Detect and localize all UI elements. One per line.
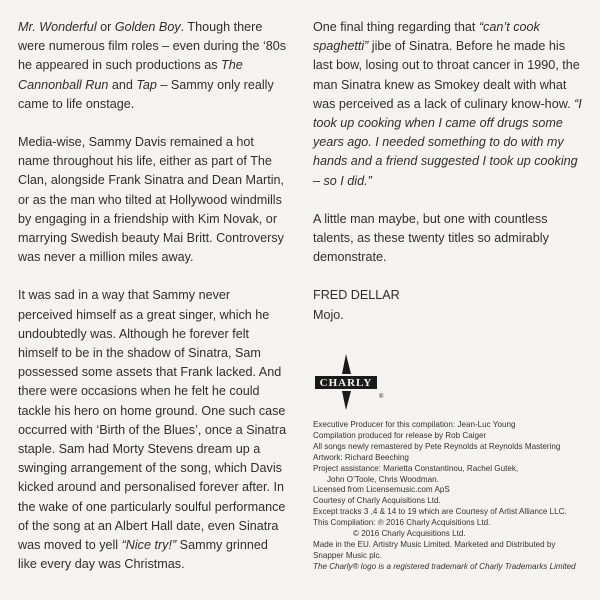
charly-logo: [313, 352, 393, 414]
text-fragment: It was sad in a way that Sammy never perceived himself as a great singer, which he undoubtedly was. Although he forever felt himself to be in the shadow of Sinatra, Sam possessed some assets that Frank lacked. And there were occasions when he felt he could tackle his hero on home ground. One such case occurred with ‘Birth of the Blues’, once a Sinatra staple. Sam had Morty Stevens dream up a swinging arrangement of the song, which Davis kicked around and personalised forever after. In the wake of one particularly soulful performance of the song at an Albert Hall date, even Sinatra was moved to yell: [18, 288, 287, 553]
quote-cooking: “I took up cooking when I came off drugs some years ago. I needed something to do with my hands and a friend suggested I took up cooking – so I did.”: [313, 96, 582, 188]
credit-line: Made in the EU. Artistry Music Limited. Marketed and Distributed by: [313, 539, 556, 549]
title-golden-boy: Golden Boy: [114, 20, 181, 34]
credits-block: [313, 420, 595, 573]
credit-line: All songs newly remastered by Pete Reynolds at Reynolds Mastering: [313, 441, 561, 451]
quote-cant-cook-spaghetti: “can’t cook spaghetti”: [313, 20, 540, 54]
liner-notes-left-column: [18, 18, 288, 593]
credit-line: The Charly® logo is a registered trademark of Charly Trademarks Limited: [313, 561, 576, 571]
credit-line: This Compilation: ℗ 2016 Charly Acquisitions Ltd.: [313, 518, 491, 528]
charly-star-icon: [313, 352, 393, 414]
title-mr-wonderful: Mr. Wonderful: [18, 20, 97, 34]
credit-line: © 2016 Charly Acquisitions Ltd.: [353, 529, 466, 539]
paragraph-birth-of-the-blues: [18, 286, 288, 574]
author-signature: [313, 286, 585, 324]
text-fragment: and: [108, 77, 137, 92]
paragraph-conclusion: A little man maybe, but one with countless talents, as these twenty titles so admirably demonstrate.: [313, 211, 549, 265]
quote-nice-try: “Nice try!”: [121, 538, 177, 553]
credit-line: Snapper Music plc.: [313, 550, 382, 560]
credit-line: Project assistance: Marietta Constantinou, Rachel Gutek,: [313, 463, 519, 473]
title-cannonball-run: The Cannonball Run: [18, 58, 243, 92]
paragraph-media-wise: Media-wise, Sammy Davis remained a hot name throughout his life, either as part of The Clan, alongside Frank Sinatra and Dean Martin, or as the man who tilted at Hollywood windmills by engaging in a friendship with Kim Novak, or marrying Swedish beauty Mai Britt. Controversy was never a million miles away.: [18, 135, 285, 265]
author-name: FRED DELLAR: [313, 288, 400, 303]
text-fragment: Sammy grinned like every day was Christmas.: [18, 538, 268, 572]
paragraph-cooking: [313, 18, 585, 191]
text-fragment: . Though there were numerous film roles – even during the ‘80s he appeared in such productions as: [18, 20, 287, 73]
credit-line: Executive Producer for this compilation: Jean-Luc Young: [313, 420, 516, 429]
liner-notes-right-column: [313, 18, 585, 344]
title-tap: Tap: [136, 77, 157, 92]
text-fragment: One final thing regarding that: [313, 20, 479, 34]
registered-mark: ®: [379, 394, 384, 400]
credit-line: Compilation produced for release by Rob Caiger: [313, 430, 487, 440]
credit-line: John O’Toole, Chris Woodman.: [327, 474, 439, 484]
credit-line: Except tracks 3 ,4 & 14 to 19 which are Courtesy of Artist Alliance LLC.: [313, 507, 567, 517]
charly-logo-text: CHARLY: [319, 377, 373, 389]
text-fragment: jibe of Sinatra. Before he made his last bow, losing out to throat cancer in 1990, the man Sinatra knew as Smokey dealt with what was perceived as a lack of culinary know-how.: [313, 39, 580, 111]
credit-line: Licensed from Licensemusic.com ApS: [313, 485, 450, 495]
credit-line: Courtesy of Charly Acquisitions Ltd.: [313, 496, 441, 506]
publication-name: Mojo.: [313, 307, 344, 322]
paragraph-film-roles: [18, 18, 288, 114]
text-fragment: or: [96, 20, 115, 34]
text-fragment: – Sammy only really came to life onstage.: [18, 77, 274, 111]
credit-line: Artwork: Richard Beeching: [313, 452, 409, 462]
